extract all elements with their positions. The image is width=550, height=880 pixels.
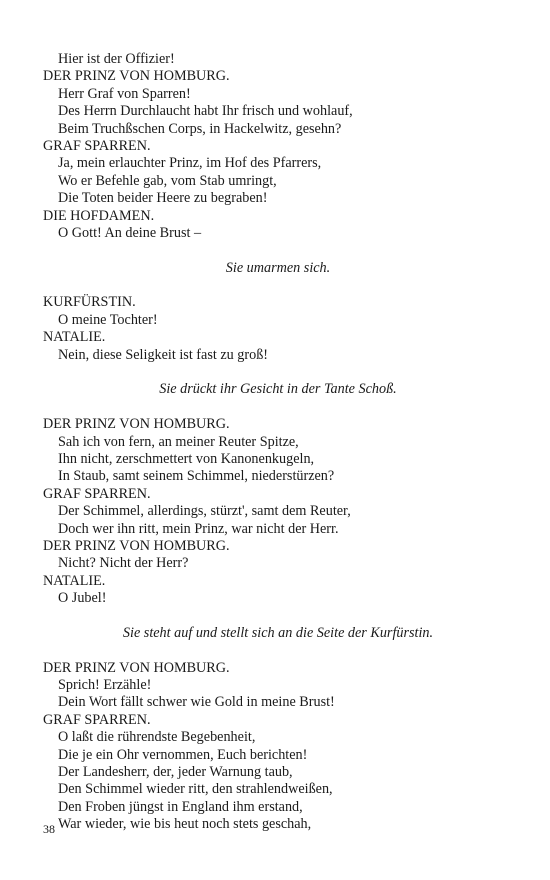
- page-number: 38: [43, 822, 55, 836]
- stage-direction: Sie steht auf und stellt sich an die Seite der Kurfürstin.: [122, 624, 434, 641]
- stage-direction: Sie umarmen sich.: [225, 259, 331, 276]
- speaker-name: KURFÜRSTIN.: [43, 294, 136, 311]
- stage-direction: Sie drückt ihr Gesicht in der Tante Schoß.: [159, 381, 397, 398]
- verse-line: War wieder, wie bis heut noch stets geschah,: [58, 816, 312, 833]
- speaker-name: GRAF SPARREN.: [43, 711, 151, 728]
- verse-line: Die je ein Ohr vernommen, Euch berichten!: [58, 746, 308, 763]
- verse-line: Doch wer ihn ritt, mein Prinz, war nicht der Herr.: [58, 520, 339, 537]
- speaker-name: GRAF SPARREN.: [43, 137, 151, 154]
- verse-line: Hier ist der Offizier!: [58, 51, 175, 67]
- speaker-name: DER PRINZ VON HOMBURG.: [43, 659, 230, 676]
- verse-line: Dein Wort fällt schwer wie Gold in meine Brust!: [58, 694, 335, 711]
- verse-line: Der Landesherr, der, jeder Warnung taub,: [58, 764, 293, 781]
- verse-line: Die Toten beider Heere zu begraben!: [58, 190, 268, 207]
- verse-line: O meine Tochter!: [58, 311, 158, 328]
- verse-line: Beim Truchßschen Corps, in Hackelwitz, gesehn?: [58, 120, 342, 137]
- speaker-name: NATALIE.: [43, 572, 106, 589]
- verse-line: Ihn nicht, zerschmettert von Kanonenkugeln,: [58, 450, 315, 467]
- blank-line: [43, 277, 513, 294]
- speaker-name: DIE HOFDAMEN.: [43, 207, 155, 224]
- verse-line: Nein, diese Seligkeit ist fast zu groß!: [58, 346, 269, 363]
- verse-line: Nicht? Nicht der Herr?: [58, 555, 189, 572]
- verse-line: Des Herrn Durchlaucht habt Ihr frisch und wohlauf,: [58, 103, 353, 120]
- speaker-name: GRAF SPARREN.: [43, 485, 151, 502]
- verse-line: O laßt die rührendste Begebenheit,: [58, 729, 256, 746]
- verse-line: Ja, mein erlauchter Prinz, im Hof des Pfarrers,: [58, 155, 322, 172]
- speaker-name: DER PRINZ VON HOMBURG.: [43, 537, 230, 554]
- blank-line: [43, 242, 513, 259]
- blank-line: [43, 399, 513, 416]
- verse-line: Den Schimmel wieder ritt, den strahlendweißen,: [58, 781, 333, 798]
- verse-line: In Staub, samt seinem Schimmel, niederstürzen?: [58, 468, 335, 485]
- verse-line: Herr Graf von Sparren!: [58, 85, 191, 102]
- play-text: [43, 51, 513, 834]
- blank-line: [43, 608, 513, 625]
- verse-line: O Gott! An deine Brust –: [58, 224, 202, 241]
- speaker-name: DER PRINZ VON HOMBURG.: [43, 416, 230, 433]
- verse-line: Sprich! Erzähle!: [58, 677, 152, 694]
- speaker-name: DER PRINZ VON HOMBURG.: [43, 68, 230, 85]
- blank-line: [43, 642, 513, 659]
- verse-line: Wo er Befehle gab, vom Stab umringt,: [58, 172, 277, 189]
- speaker-name: NATALIE.: [43, 329, 106, 346]
- verse-line: O Jubel!: [58, 590, 107, 607]
- verse-line: Der Schimmel, allerdings, stürzt', samt dem Reuter,: [58, 503, 351, 520]
- verse-line: Sah ich von fern, an meiner Reuter Spitze,: [58, 433, 299, 450]
- verse-line: Den Froben jüngst in England ihm erstand,: [58, 798, 303, 815]
- blank-line: [43, 364, 513, 381]
